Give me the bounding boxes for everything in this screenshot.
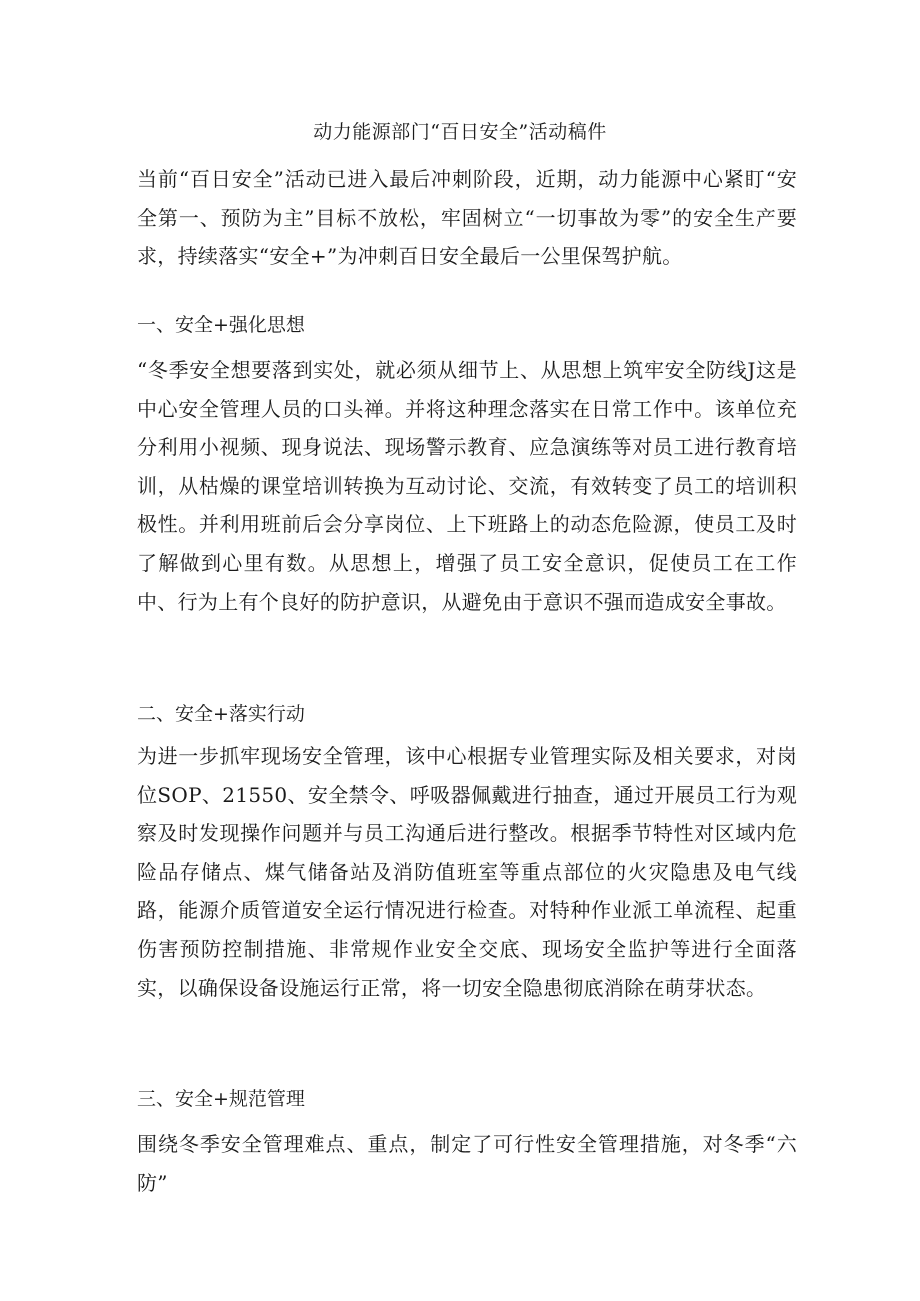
section-heading-1: 一、安全+强化思想 bbox=[137, 314, 305, 336]
section-heading-3: 三、安全+规范管理 bbox=[137, 1088, 305, 1110]
intro-paragraph: 当前“百日安全”活动已进入最后冲刺阶段，近期，动力能源中心紧盯“安全第一、预防为主”目标不放松，牢固树立“一切事故为零”的安全生产要求，持续落实“安全+”为冲刺百日安全最后一公里保驾护航。 bbox=[137, 167, 797, 269]
section-body-2: 为进一步抓牢现场安全管理，该中心根据专业管理实际及相关要求，对岗位SOP、21550、安全禁令、呼吸器佩戴进行抽查，通过开展员工行为观察及时发现操作问题并与员工沟通后进行整改。根据季节特性对区域内危险品存储点、煤气储备站及消防值班室等重点部位的火灾隐患及电气线路，能源介质管道安全运行情况进行检查。对特种作业派工单流程、起重伤害预防控制措施、非常规作业安全交底、现场安全监护等进行全面落实，以确保设备设施运行正常，将一切安全隐患彻底消除在萌芽状态。 bbox=[137, 744, 797, 1000]
section-body-1: “冬季安全想要落到实处，就必须从细节上、从思想上筑牢安全防线J这是中心安全管理人员的口头禅。并将这种理念落实在日常工作中。该单位充分利用小视频、现身说法、现场警示教育、应急演练等对员工进行教育培训，从枯燥的课堂培训转换为互动讨论、交流，有效转变了员工的培训积极性。并利用班前后会分享岗位、上下班路上的动态危险源，使员工及时了解做到心里有数。从思想上，增强了员工安全意识，促使员工在工作中、行为上有个良好的防护意识，从避免由于意识不强而造成安全事故。 bbox=[137, 358, 797, 614]
document-title: 动力能源部门“百日安全”活动稿件 bbox=[313, 121, 607, 143]
section-body-3: 围绕冬季安全管理难点、重点，制定了可行性安全管理措施，对冬季“六防” bbox=[137, 1132, 797, 1195]
section-heading-2: 二、安全+落实行动 bbox=[137, 703, 305, 725]
